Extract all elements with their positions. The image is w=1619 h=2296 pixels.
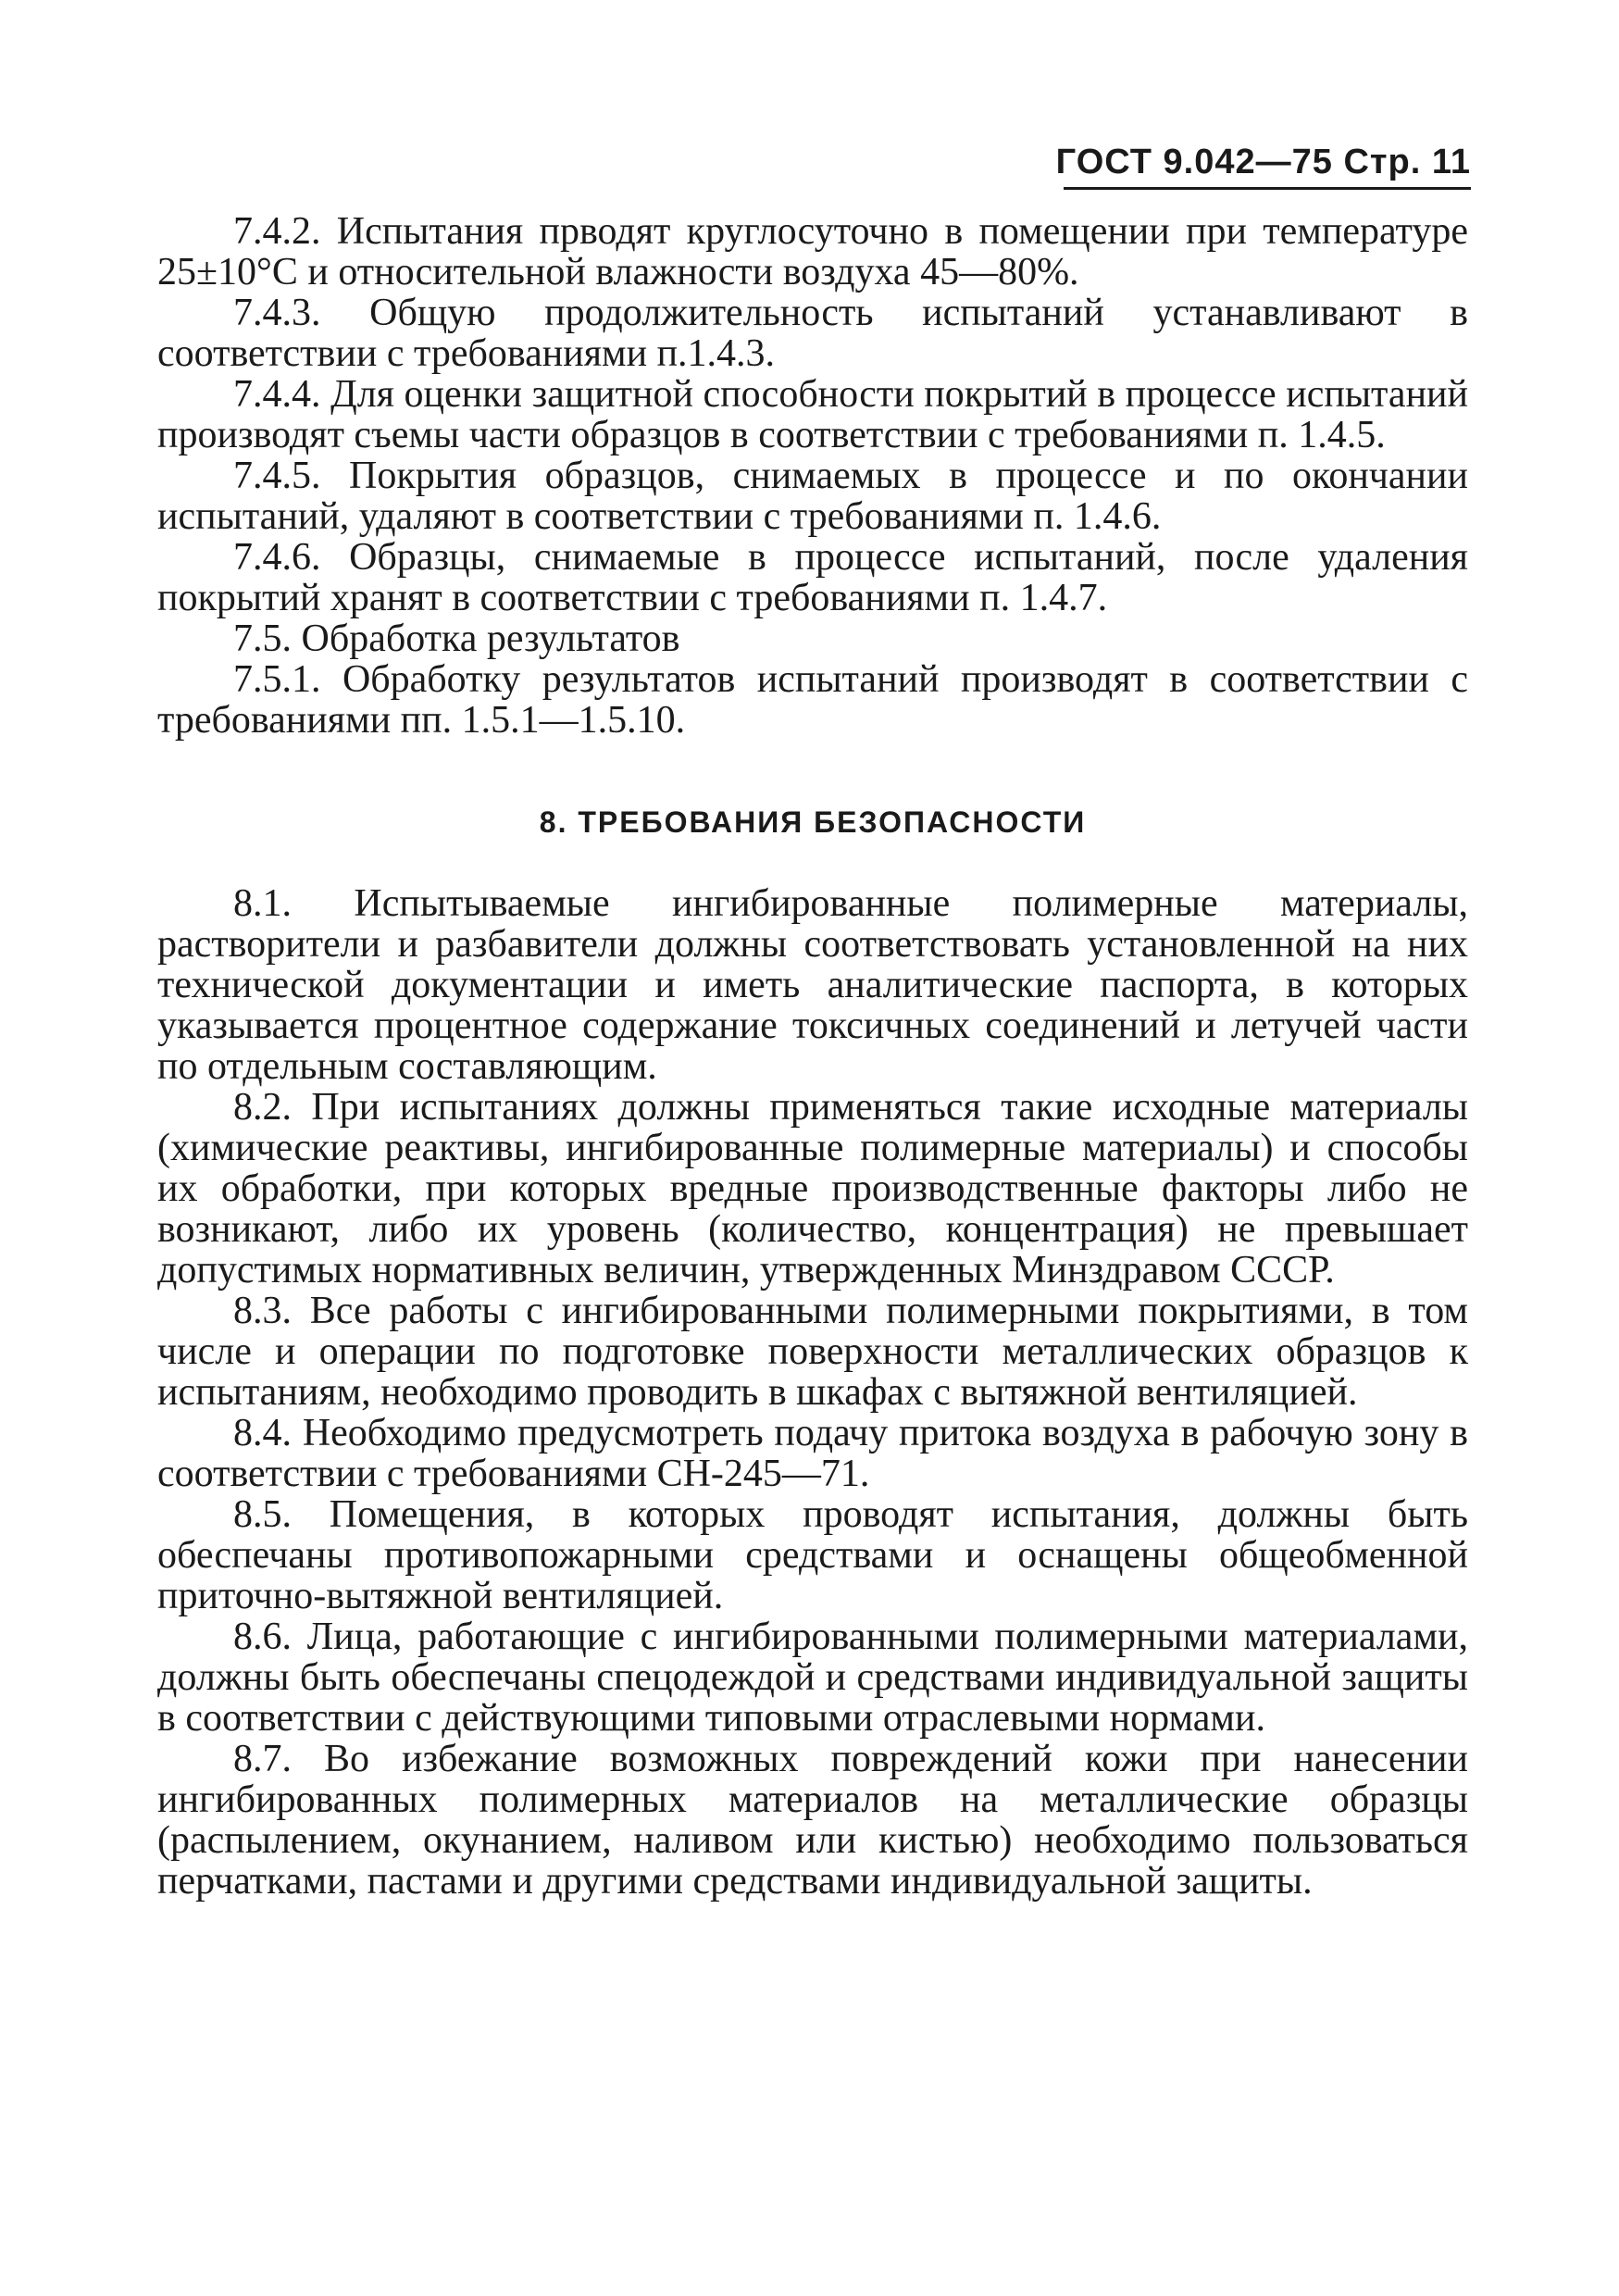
- paragraph-8-1: 8.1. Испытываемые ингибированные полимерные материалы, растворители и разбавители должны соответствовать установленной на них технической документации и иметь аналитические паспорта, в которых указывается процентное содержание токсичных соединений и летучей части по отдельным составляющим.: [157, 882, 1468, 1088]
- section-heading: 8. ТРЕБОВАНИЯ БЕЗОПАСНОСТИ: [539, 805, 1087, 839]
- paragraph-7-5-1: 7.5.1. Обработку результатов испытаний производят в соответствии с требованиями пп. 1.5.1—1.5.10.: [157, 658, 1468, 742]
- header-rule: [1064, 187, 1471, 190]
- paragraph-7-4-5: 7.4.5. Покрытия образцов, снимаемых в процессе и по окончании испытаний, удаляют в соответствии с требованиями п. 1.4.6.: [157, 455, 1468, 538]
- paragraph-8-4: 8.4. Необходимо предусмотреть подачу притока воздуха в рабочую зону в соответствии с требованиями СН-245—71.: [157, 1412, 1468, 1495]
- paragraph-7-4-4: 7.4.4. Для оценки защитной способности покрытий в процессе испытаний производят съемы части образцов в соответствии с требованиями п. 1.4.5.: [157, 373, 1468, 456]
- paragraph-8-6: 8.6. Лица, работающие с ингибированными полимерными материалами, должны быть обеспечаны спецодеждой и средствами индивидуальной защиты в соответствии с действующими типовыми отраслевыми нормами.: [157, 1616, 1468, 1740]
- paragraph-7-4-2: 7.4.2. Испытания прводят круглосуточно в помещении при температуре 25±10°C и относительной влажности воздуха 45—80%.: [157, 210, 1468, 293]
- paragraph-7-4-3: 7.4.3. Общую продолжительность испытаний устанавливают в соответствии с требованиями п.1.4.3.: [157, 292, 1468, 375]
- paragraph-8-5: 8.5. Помещения, в которых проводят испытания, должны быть обеспечаны противопожарными средствами и оснащены общеобменной приточно-вытяжной вентиляцией.: [157, 1493, 1468, 1617]
- document-body: [157, 211, 1468, 1902]
- paragraph-8-2: 8.2. При испытаниях должны применяться такие исходные материалы (химические реактивы, ингибированные полимерные материалы) и способы их обработки, при которых вредные производственные факторы либо не возникают, либо их уровень (количество, концентрация) не превышает допустимых нормативных величин, утвержденных Минздравом СССР.: [157, 1086, 1468, 1292]
- page-header: [1056, 139, 1471, 190]
- page-header-title: ГОСТ 9.042—75 Стр. 11: [1055, 143, 1471, 181]
- paragraph-8-7: 8.7. Во избежание возможных повреждений кожи при нанесении ингибированных полимерных материалов на металлические образцы (распылением, окунанием, наливом или кистью) необходимо пользоваться перчатками, пастами и другими средствами индивидуальной защиты.: [157, 1738, 1468, 1903]
- paragraph-7-5: 7.5. Обработка результатов: [233, 618, 680, 660]
- paragraph-7-4-6: 7.4.6. Образцы, снимаемые в процессе испытаний, после удаления покрытий хранят в соответствии с требованиями п. 1.4.7.: [157, 536, 1468, 619]
- paragraph-8-3: 8.3. Все работы с ингибированными полимерными покрытиями, в том числе и операции по подготовке поверхности металлических образцов к испытаниям, необходимо проводить в шкафах с вытяжной вентиляцией.: [157, 1290, 1468, 1414]
